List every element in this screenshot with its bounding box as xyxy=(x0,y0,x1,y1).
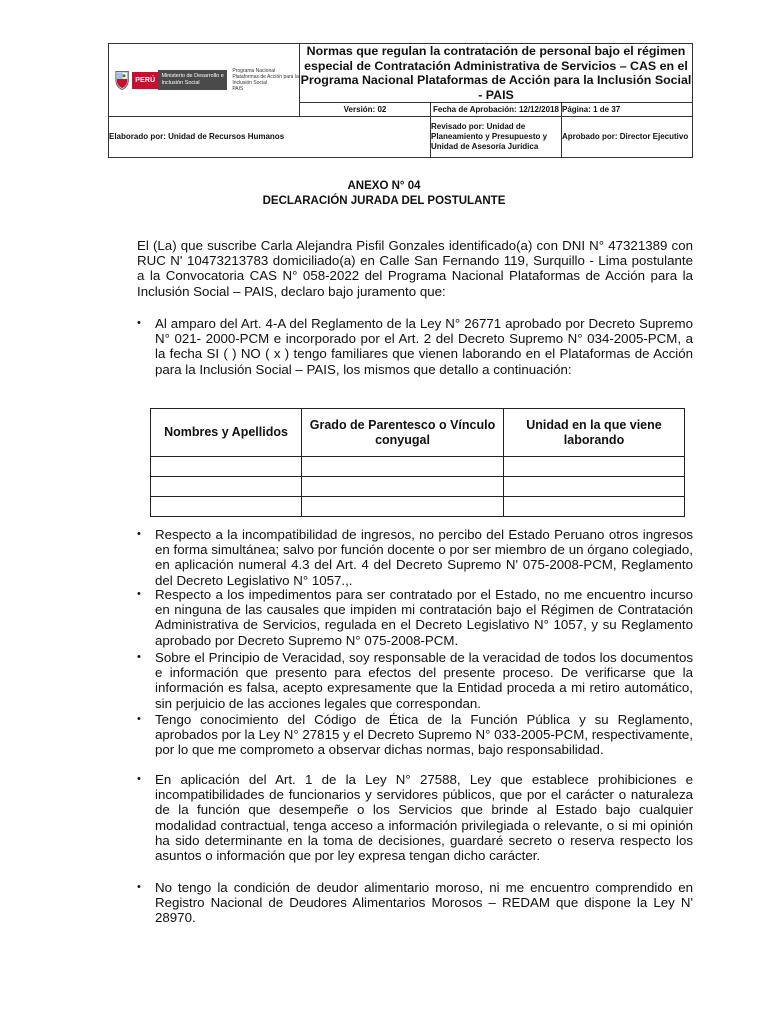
table-cell xyxy=(504,497,685,517)
institution-logo xyxy=(109,50,299,110)
bullet-marker: • xyxy=(137,713,141,725)
family-declaration-item: Al amparo del Art. 4-A del Reglamento de la Ley N° 26771 aprobado por Decreto Supremo N° 021- 2000-PCM e incorporado por el Art. 2 del Decreto Supremo N° 034-2005-PCM, a la fecha SI ( ) NO ( x ) tengo familiares que vienen laborando en el Plataformas de Acción para la Inclusión Social – PAIS, los mismos que detallo a continuación: xyxy=(155,316,693,377)
table-cell xyxy=(302,477,504,497)
table-cell xyxy=(504,457,685,477)
logo-cell xyxy=(109,44,300,117)
program-label xyxy=(227,68,299,92)
approved-by-label: Aprobado por: Director Ejecutivo xyxy=(562,117,693,158)
relatives-table xyxy=(150,408,685,517)
column-header-unit: Unidad en la que viene laborando xyxy=(504,409,685,457)
approval-date-label: Fecha de Aprobación: 12/12/2018 xyxy=(431,103,562,117)
income-incompatibility-item: Respecto a la incompatibilidad de ingresos, no percibo del Estado Peruano otros ingresos en forma simultánea; salvo por función docente o por ser miembro de un órgano colegiado, en aplicación numeral 4.3 del Art. 4 del Decreto Supremo N' 075-2008-PCM, Reglamento del Decreto Legislativo N° 1057.,. xyxy=(155,527,693,588)
table-cell xyxy=(302,457,504,477)
table-row xyxy=(151,477,685,497)
prepared-by-label: Elaborado por: Unidad de Recursos Humanos xyxy=(109,117,431,158)
table-row xyxy=(151,497,685,517)
column-header-relationship: Grado de Parentesco o Vínculo conyugal xyxy=(302,409,504,457)
bullet-marker: • xyxy=(137,881,141,893)
veracity-item: Sobre el Principio de Veracidad, soy responsable de la veracidad de todos los documentos e información que presento para efectos del presente proceso. De verificarse que la información es falsa, acepto expresamente que la Entidad proceda a mi retiro automático, sin perjuicio de las acciones legales que correspondan. xyxy=(155,650,693,711)
privileged-information-item: En aplicación del Art. 1 de la Ley N° 27588, Ley que establece prohibiciones e incompatibilidades de funcionarios y servidores públicos, que por el carácter o naturaleza de la función que desempeñe o los Servicios que brinde al Estado bajo cualquier modalidad contractual, tenga acceso a información privilegiada o relevante, o si mi opinión ha sido determinante en la toma de decisiones, guardaré secreto o reserva respecto los asuntos o información que por ley expresa tengan dicho carácter. xyxy=(155,772,693,864)
redam-item: No tengo la condición de deudor alimentario moroso, ni me encuentro comprendido en Registro Nacional de Deudores Alimentarios Morosos – REDAM que dispone la Ley N' 28970. xyxy=(155,880,693,926)
table-cell xyxy=(151,497,302,517)
peru-label: PERÚ xyxy=(132,72,158,89)
bullet-marker: • xyxy=(137,528,141,540)
column-header-names: Nombres y Apellidos xyxy=(151,409,302,457)
table-cell xyxy=(302,497,504,517)
annex-title: DECLARACIÓN JURADA DEL POSTULANTE xyxy=(262,195,506,207)
coat-of-arms-icon xyxy=(114,69,130,91)
ethics-code-item: Tengo conocimiento del Código de Ética de la Función Pública y su Reglamento, aprobados por la Ley N° 27815 y el Decreto Supremo N° 033-2005-PCM, respectivamente, por lo que me comprometo a observar dichas normas, bajo responsabilidad. xyxy=(155,712,693,758)
intro-paragraph: El (La) que suscribe Carla Alejandra Pisfil Gonzales identificado(a) con DNI N° 47321389 con RUC N' 10473213783 domiciliado(a) en Calle San Fernando 119, Surquillo - Lima postulante a la Convocatoria CAS N° 058-2022 del Programa Nacional Plataformas de Acción para la Inclusión Social – PAIS, declaro bajo juramento que: xyxy=(137,238,693,299)
table-cell xyxy=(151,477,302,497)
bullet-marker: • xyxy=(137,317,141,329)
program-acronym: PAIS xyxy=(232,86,244,92)
ministry-label: Ministerio de Desarrollo e Inclusión Social xyxy=(158,70,227,90)
reviewed-by-label: Revisado por: Unidad de Planeamiento y Presupuesto y Unidad de Asesoría Jurídica xyxy=(431,117,562,158)
table-row xyxy=(151,457,685,477)
bullet-marker: • xyxy=(137,651,141,663)
document-title: Normas que regulan la contratación de personal bajo el régimen especial de Contratación Administrativa de Servicios – CAS en el Programa Nacional Plataformas de Acción para la Inclusión Social - PAIS xyxy=(300,44,692,102)
impediments-item: Respecto a los impedimentos para ser contratado por el Estado, no me encuentro incurso en ninguna de las causales que impiden mi contratación bajo el Régimen de Contratación Administrativa de Servicios, regulada en el Decreto Legislativo N° 1057, y su Reglamento aprobado por Decreto Supremo N° 075-2008-PCM. xyxy=(155,587,693,648)
bullet-marker: • xyxy=(137,588,141,600)
document-header xyxy=(108,43,693,158)
annex-number: ANEXO N° 04 xyxy=(347,180,421,192)
program-name: Programa Nacional Plataformas de Acción para la Inclusión Social xyxy=(232,68,299,86)
table-cell xyxy=(504,477,685,497)
bullet-marker: • xyxy=(137,773,141,785)
page-number-label: Página: 1 de 37 xyxy=(562,103,693,117)
table-cell xyxy=(151,457,302,477)
version-label: Versión: 02 xyxy=(300,103,431,117)
